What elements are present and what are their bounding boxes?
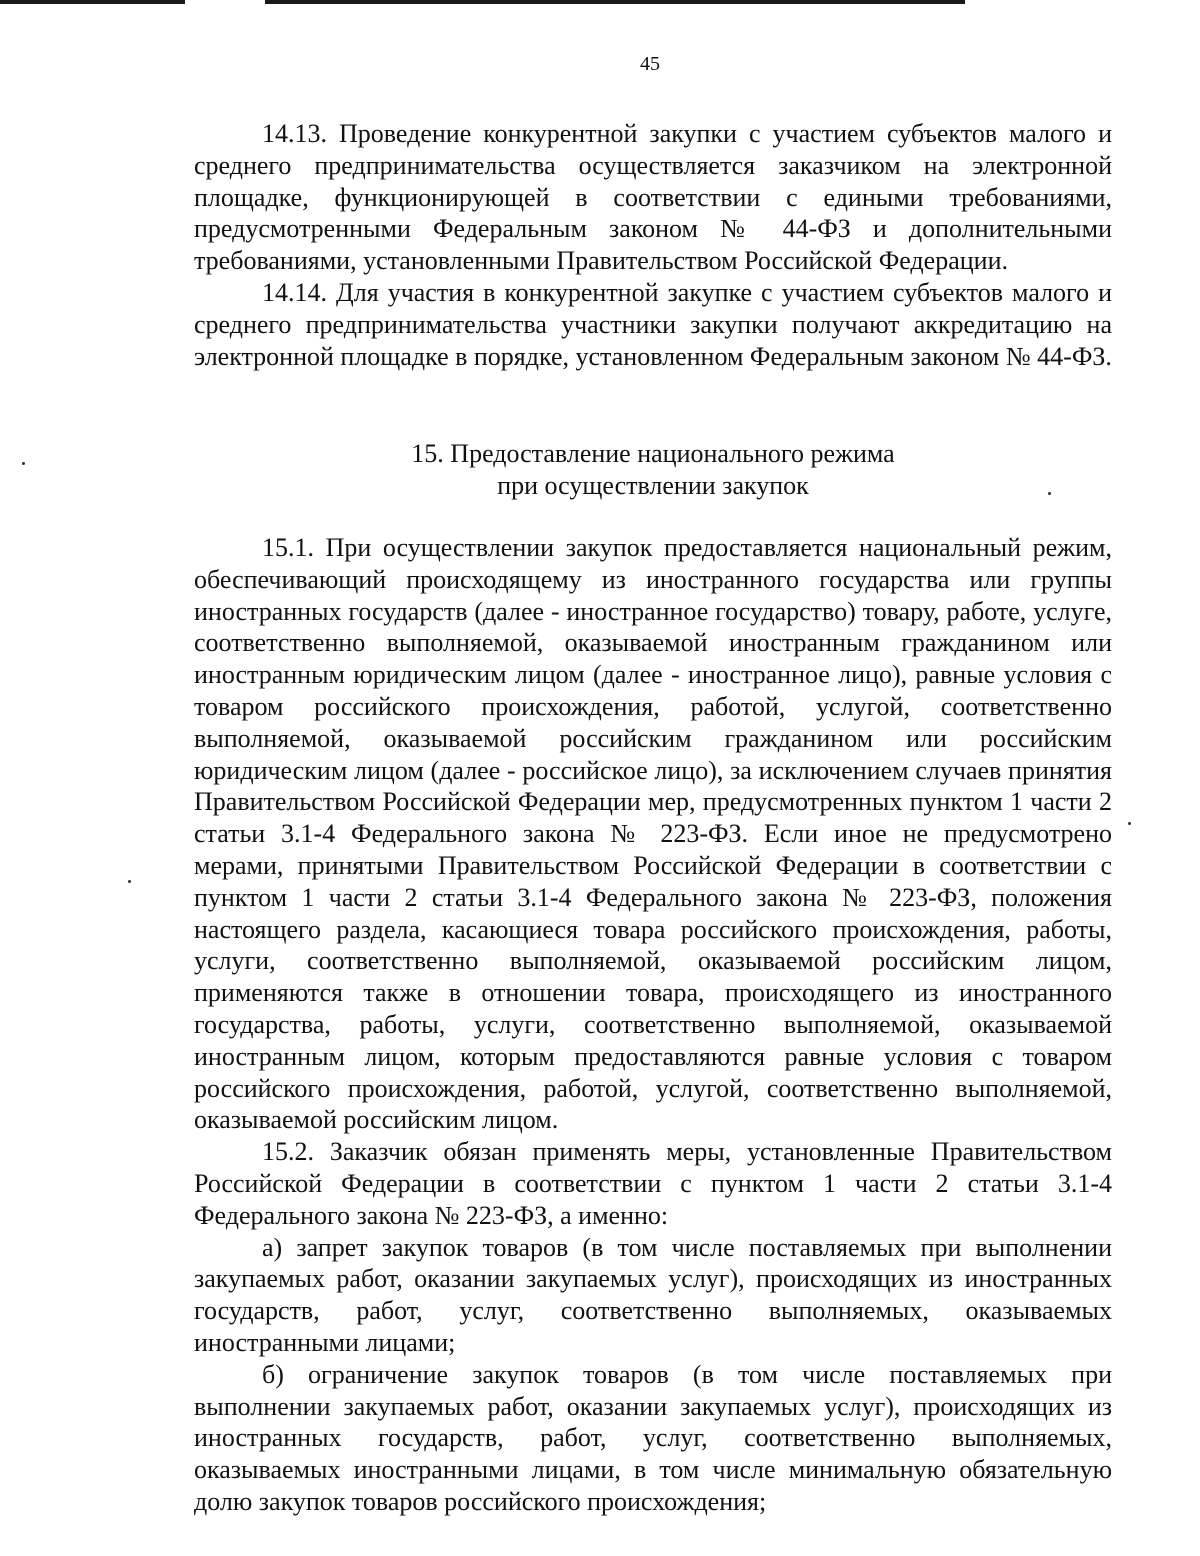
- paragraph-14-13: 14.13. Проведение конкурентной закупки с участием субъектов малого и среднего предпринимательства осуществляется заказчиком на электронной площадке, функционирующей в соответствии с едиными требованиями, предусмотренными Федеральным законом № 44-ФЗ и дополнительными требованиями, установленными Правительством Российской Федерации.: [194, 119, 1112, 276]
- scan-edge-mark-top: [265, 0, 965, 4]
- paragraph-15-2: 15.2. Заказчик обязан применять меры, установленные Правительством Российской Федерации в соответствии с пунктом 1 части 2 статьи 3.1-4 Федерального закона № 223-ФЗ, а именно:: [194, 1137, 1112, 1230]
- section-15-heading-line1: 15. Предоставление национального режима: [411, 439, 895, 468]
- section-15-heading-line2: при осуществлении закупок: [497, 470, 809, 500]
- list-item-b: б) ограничение закупок товаров (в том числе поставляемых при выполнении закупаемых работ, оказании закупаемых услуг), происходящих из иностранных государств, работ, услуг, соответственно выполняемых, оказываемых иностранными лицами, в том числе минимальную обязательную долю закупок товаров российского происхождения;: [194, 1359, 1112, 1516]
- page-number: 45: [640, 53, 660, 75]
- scan-speck: [1048, 492, 1051, 495]
- section-15-heading: [194, 438, 1112, 502]
- paragraph-15-1: 15.1. При осуществлении закупок предоставляется национальный режим, обеспечивающий происходящему из иностранного государства или группы иностранных государств (далее - иностранное государство) товару, работе, услуге, соответственно выполняемой, оказываемой иностранным гражданином или иностранным юридическим лицом (далее - иностранное лицо), равные условия с товаром российского происхождения, работой, услугой, соответственно выполняемой, оказываемой российским гражданином или российским юридическим лицом (далее - российское лицо), за исключением случаев принятия Правительством Российской Федерации мер, предусмотренных пунктом 1 части 2 статьи 3.1-4 Федерального закона № 223-ФЗ. Если иное не предусмотрено мерами, принятыми Правительством Российской Федерации в соответствии с пунктом 1 части 2 статьи 3.1-4 Федерального закона № 223-ФЗ, положения настоящего раздела, касающиеся товара российского происхождения, работы, услуги, соответственно выполняемой, оказываемой российским лицом, применяются также в отношении товара, происходящего из иностранного государства, работы, услуги, соответственно выполняемой, оказываемой иностранным лицом, которым предоставляются равные условия с товаром российского происхождения, работой, услугой, соответственно выполняемой, оказываемой российским лицом.: [194, 533, 1112, 1135]
- list-item-a: а) запрет закупок товаров (в том числе поставляемых при выполнении закупаемых работ, оказании закупаемых услуг), происходящих из иностранных государств, работ, услуг, соответственно выполняемых, оказываемых иностранными лицами;: [194, 1232, 1112, 1357]
- scan-edge-mark-left: [0, 0, 185, 4]
- section-14-text: [194, 118, 1112, 372]
- section-15-text: [194, 532, 1112, 1518]
- paragraph-14-14: 14.14. Для участия в конкурентной закупке с участием субъектов малого и среднего предпринимательства участники закупки получают аккредитацию на электронной площадке в порядке, установленном Федеральным законом № 44-ФЗ.: [194, 277, 1112, 371]
- scan-speck: [128, 880, 131, 883]
- scan-speck: [1128, 822, 1131, 825]
- scan-speck: [22, 462, 25, 465]
